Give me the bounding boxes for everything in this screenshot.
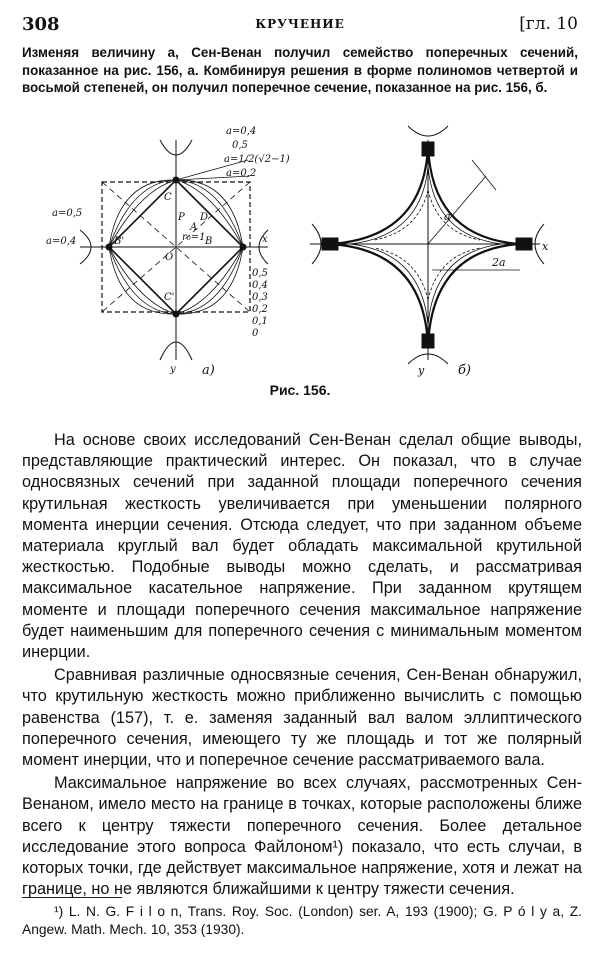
- paragraph-3: Максимальное напряжение во всех случаях, рассмотренных Сен-Венаном, имело место на границе в точках, которые расположены ближе всего к центру тяжести поперечного сечения. Более детальное исследование этого вопроса Файлоном¹) показало, что есть случаи, в которых точки, где действует максимальное напряжение, хотя и лежат на границе, но не являются ближайшими к центру тяжести сечения.: [22, 774, 582, 899]
- dim-a: a: [444, 210, 451, 223]
- point-B-prime: B': [114, 236, 125, 247]
- page-header: [22, 14, 578, 36]
- running-title: КРУЧЕНИЕ: [255, 17, 345, 31]
- label-a-right-4: 0,2: [252, 304, 268, 315]
- label-a-left-2: a=0,4: [46, 236, 77, 247]
- figure-156: [40, 120, 565, 380]
- point-C-prime: C': [164, 292, 175, 303]
- page-number: 308: [22, 14, 60, 35]
- chapter-ref: [гл. 10: [519, 14, 578, 34]
- point-P: P: [178, 212, 185, 223]
- paragraph-2: Сравнивая различные односвязные сечения, Сен-Венан обнаружил, что крутильную жесткость можно приближенно вычислить с помощью равенства (157), т. е. заменяя заданный вал валом эллиптического поперечного сечения, имеющего ту же площадь и тот же полярный момент инерции, что и поперечное сечение рассматриваемого вала.: [22, 666, 582, 770]
- panel-a-label: а): [202, 363, 215, 378]
- figure-caption: Рис. 156.: [269, 382, 331, 398]
- axis-x-b: x: [542, 240, 549, 253]
- body-text: [22, 430, 582, 902]
- label-a-top-1: a=0,4: [226, 126, 257, 137]
- label-a-right-1: 0,5: [252, 268, 268, 279]
- label-a-top-2: 0,5: [232, 140, 248, 151]
- label-a-right-6: 0: [252, 328, 259, 339]
- label-a-top-3: a=1/2(√2−1): [224, 154, 290, 165]
- point-A: A: [190, 222, 198, 233]
- label-a-right-5: 0,1: [252, 316, 268, 327]
- label-a-right-2: 0,4: [252, 280, 268, 291]
- point-C: C: [164, 192, 172, 203]
- label-a-top-4: a=0,2: [226, 168, 257, 179]
- footnote: ¹) L. N. G. F i l o n, Trans. Roy. Soc. (London) ser. A, 193 (1900); G. P ó l y a, Z. Angew. Math. Mech. 10, 353 (1930).: [22, 904, 582, 937]
- point-D: D: [200, 212, 209, 223]
- label-a-right-3: 0,3: [252, 292, 268, 303]
- dim-2a: 2a: [492, 256, 506, 269]
- panel-b-label: б): [458, 363, 472, 378]
- point-B: B: [205, 236, 213, 247]
- intro-paragraph: Изменяя величину a, Сен-Венан получил семейство поперечных сечений, показанное на рис. 156, a. Комбинируя решения в форме полиномов четвертой и восьмой степеней, он получил поперечное сечение, показанное на рис. 156, б.: [22, 45, 578, 95]
- paragraph-1: На основе своих исследований Сен-Венан сделал общие выводы, представляющие практический интерес. Он показал, что в случае односвязных сечений при заданной площади поперечного сечения крутильная жесткость увеличивается при уменьшении полярного момента инерции сечения. Отсюда следует, что при заданном объеме материала круглый вал будет обладать максимальной крутильной жесткостью. Подобные выводы можно сделать, и рассматривая максимальное касательное напряжение. При заданном крутящем моменте и площади поперечного сечения максимальное напряжение будет наименьшим для поперечного сечения с минимальным моментом инерции.: [22, 431, 582, 662]
- axis-y-a: y: [170, 364, 176, 375]
- axis-x-a: x: [262, 234, 268, 245]
- footnote-divider: [22, 897, 122, 898]
- point-O: O: [165, 252, 174, 263]
- note-r0: r₀=1: [182, 232, 206, 243]
- axis-y-b: y: [418, 364, 425, 377]
- label-a-left-1: a=0,5: [52, 208, 83, 219]
- panel-b-diagram: [310, 126, 544, 364]
